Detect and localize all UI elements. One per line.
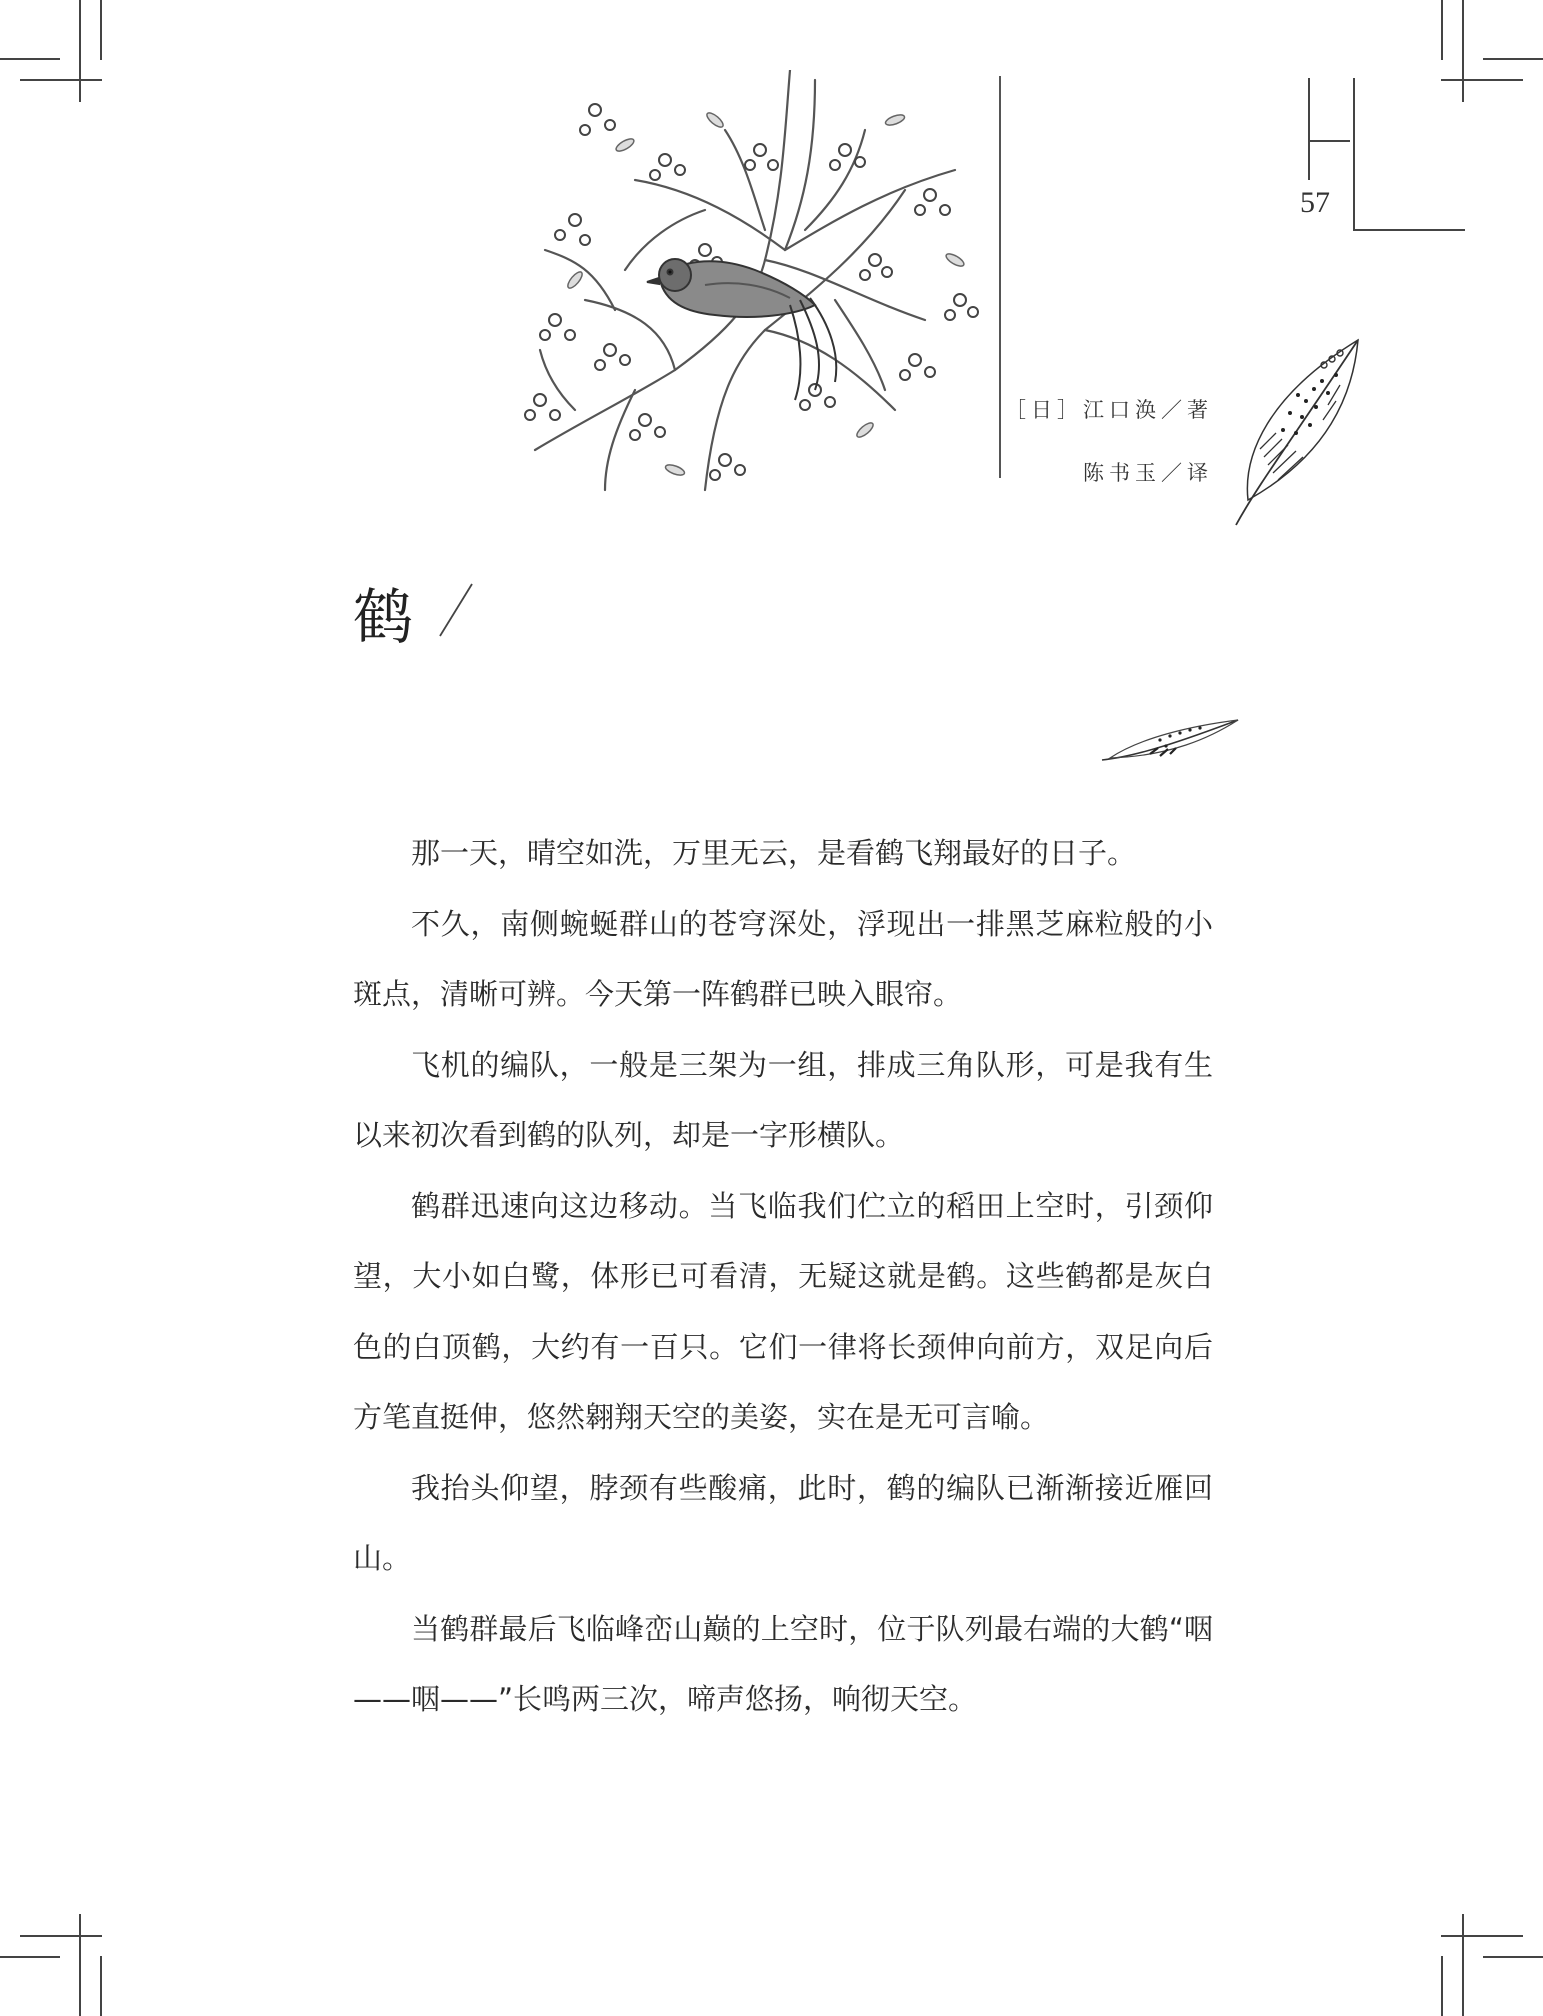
crop-mark-bottom-right-h2 xyxy=(1483,1956,1543,1958)
page-number-bracket-v2 xyxy=(1353,78,1355,230)
paragraph: 不久，南侧蜿蜒群山的苍穹深处，浮现出一排黑芝麻粒般的小斑点，清晰可辨。今天第一阵鹤群已映入眼帘。 xyxy=(353,906,1213,1011)
crop-mark-top-right-v2 xyxy=(1441,0,1443,60)
crop-mark-top-left-h2 xyxy=(0,58,60,60)
paragraph: 当鹤群最后飞临峰峦山巅的上空时，位于队列最右端的大鹤“咽——咽——”长鸣两三次，啼声悠扬，响彻天空。 xyxy=(353,1611,1213,1716)
feather-icon xyxy=(1228,335,1368,530)
crop-mark-top-right-h2 xyxy=(1483,58,1543,60)
crop-mark-top-left-h xyxy=(20,79,102,81)
crop-mark-bottom-left-h xyxy=(20,1935,102,1937)
page-number-bracket-v1 xyxy=(1308,78,1310,180)
crop-mark-bottom-right-v xyxy=(1462,1914,1464,2016)
crop-mark-bottom-left-v xyxy=(79,1914,81,2016)
paragraph: 那一天，晴空如洗，万里无云，是看鹤飞翔最好的日子。 xyxy=(411,836,1137,870)
crop-mark-bottom-left-h2 xyxy=(0,1956,60,1958)
crop-mark-top-left-v xyxy=(79,0,81,102)
header-divider xyxy=(999,76,1001,478)
page-number: 57 xyxy=(1300,186,1330,219)
crop-mark-bottom-left-v2 xyxy=(100,1956,102,2016)
title-slash-decoration xyxy=(436,580,476,640)
crop-mark-top-right-v xyxy=(1462,0,1464,102)
paragraph: 飞机的编队，一般是三架为一组，排成三角队形，可是我有生以来初次看到鹤的队列，却是一字形横队。 xyxy=(353,1047,1213,1152)
translator-byline: 陈书玉／译 xyxy=(1083,461,1213,485)
article-title: 鹤 xyxy=(353,583,415,653)
bird-branch-illustration xyxy=(515,70,995,500)
crop-mark-bottom-right-v2 xyxy=(1441,1956,1443,2016)
article-body xyxy=(353,818,1213,1735)
page-number-bracket-h xyxy=(1308,140,1350,142)
paragraph: 鹤群迅速向这边移动。当飞临我们伫立的稻田上空时，引颈仰望，大小如白鹭，体形已可看清，无疑这就是鹤。这些鹤都是灰白色的白顶鹤，大约有一百只。它们一律将长颈伸向前方，双足向后方笔直挺伸，悠然翱翔天空的美姿，实在是无可言喻。 xyxy=(353,1188,1213,1434)
crop-mark-top-right-h xyxy=(1441,79,1523,81)
author-byline: ［日］江口涣／著 xyxy=(1005,398,1213,422)
crop-mark-top-left-v2 xyxy=(100,0,102,60)
crop-mark-bottom-right-h xyxy=(1441,1935,1523,1937)
paragraph: 我抬头仰望，脖颈有些酸痛，此时，鹤的编队已渐渐接近雁回山。 xyxy=(353,1470,1213,1575)
page-number-bracket-h2 xyxy=(1353,229,1465,231)
feather-icon xyxy=(1100,718,1240,766)
